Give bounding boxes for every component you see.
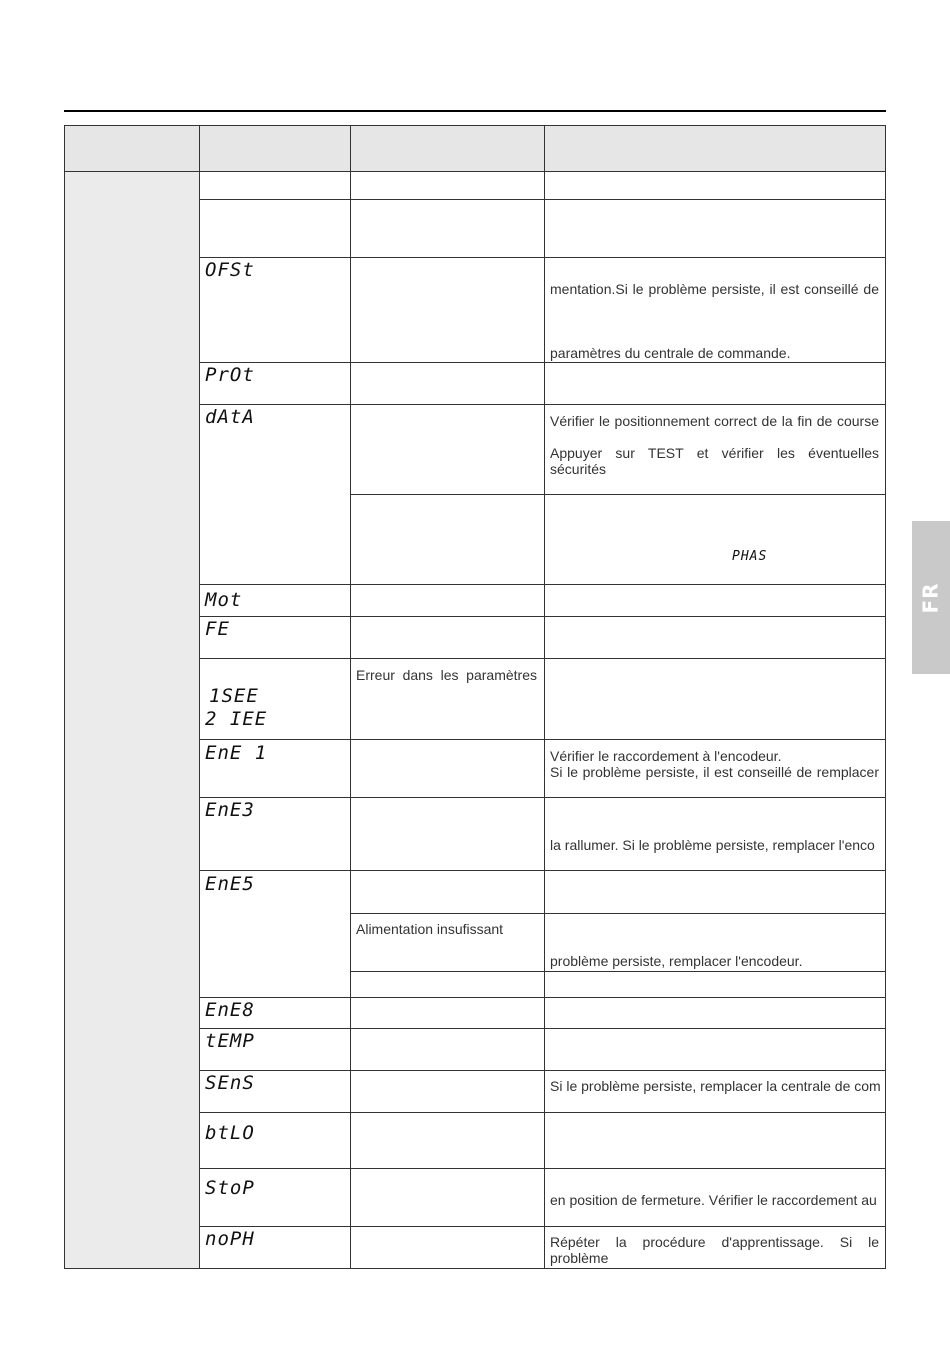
solution-cell xyxy=(544,1112,886,1169)
error-code-temp: tEMP xyxy=(205,1030,255,1052)
language-tab xyxy=(912,521,950,674)
cause-cell xyxy=(350,1112,545,1169)
solution-text-enc5: problème persiste, remplacer l'encodeur. xyxy=(550,953,803,969)
error-code-fe: FE xyxy=(205,618,230,640)
cause-cell xyxy=(350,1226,545,1269)
error-code-mot: Mot xyxy=(205,589,243,611)
code-cell-blank-2 xyxy=(199,199,351,258)
solution-cell xyxy=(544,1028,886,1071)
cause-cell xyxy=(350,1168,545,1227)
error-code-2iee: 2 IEE xyxy=(205,708,268,730)
cause-cell xyxy=(350,584,545,617)
cause-cell xyxy=(350,1070,545,1113)
cause-cell xyxy=(350,797,545,871)
solution-text-ofst-2: paramètres du centrale de commande. xyxy=(550,345,791,361)
solution-cell xyxy=(544,870,886,914)
cause-cell xyxy=(350,997,545,1029)
language-tab-label: FR xyxy=(919,581,943,614)
solution-cell xyxy=(544,171,886,200)
solution-text-enc3: la rallumer. Si le problème persiste, remplacer l'enco xyxy=(550,837,875,853)
solution-text-data-2: Appuyer sur TEST et vérifier les éventuelles sécurités xyxy=(550,445,879,477)
cause-cell xyxy=(350,494,545,585)
cause-cell xyxy=(350,1028,545,1071)
header-cell-3 xyxy=(350,125,545,172)
solution-text-ofst-1: mentation.Si le problème persiste, il est conseillé de xyxy=(550,281,879,297)
error-code-prot: PrOt xyxy=(205,364,255,386)
top-rule xyxy=(64,110,886,112)
solution-text-data-1: Vérifier le positionnement correct de la fin de course xyxy=(550,413,879,429)
cause-cell xyxy=(350,199,545,258)
header-cell-4 xyxy=(544,125,886,172)
cause-text-isee: Erreur dans les paramètres xyxy=(356,667,537,683)
cause-cell xyxy=(350,404,545,495)
solution-cell xyxy=(544,584,886,617)
cause-cell xyxy=(350,971,545,998)
code-cell-blank-1 xyxy=(199,171,351,200)
solution-cell xyxy=(544,971,886,998)
solution-cell xyxy=(544,362,886,405)
solution-cell xyxy=(544,616,886,659)
error-code-enc3: EnE3 xyxy=(205,799,255,821)
error-code-enc5: EnE5 xyxy=(205,873,255,895)
solution-text-stop: en position de fermeture. Vérifier le raccordement au xyxy=(550,1192,877,1208)
error-code-noph: noPH xyxy=(205,1228,255,1250)
solution-text-noph: Répéter la procédure d'apprentissage. Si le problème xyxy=(550,1234,879,1266)
error-code-btlo: btLO xyxy=(205,1122,255,1144)
error-code-sens: SEnS xyxy=(205,1072,255,1094)
error-code-stop: StoP xyxy=(205,1177,255,1199)
code-cell-data xyxy=(199,404,351,585)
cause-text-enc5: Alimentation insufissant xyxy=(356,921,504,937)
cause-cell xyxy=(350,616,545,659)
cause-cell xyxy=(350,870,545,914)
solution-cell xyxy=(544,997,886,1029)
solution-text-enc1-1: Vérifier le raccordement à l'encodeur. xyxy=(550,748,782,764)
solution-cell xyxy=(544,797,886,871)
category-column xyxy=(64,171,200,1269)
header-cell-1 xyxy=(64,125,200,172)
error-code-data: dAtA xyxy=(205,406,255,428)
error-code-ofst: OFSt xyxy=(205,259,255,281)
cause-cell xyxy=(350,171,545,200)
cause-cell xyxy=(350,739,545,798)
solution-text-enc1-2: Si le problème persiste, il est conseillé de remplacer xyxy=(550,764,879,780)
error-code-1see: 1SEE xyxy=(209,685,259,707)
error-code-phas: PHAS xyxy=(732,549,768,564)
cause-cell xyxy=(350,362,545,405)
error-code-enc8: EnE8 xyxy=(205,999,255,1021)
solution-cell xyxy=(544,494,886,585)
solution-cell xyxy=(544,199,886,258)
header-cell-2 xyxy=(199,125,351,172)
cause-cell xyxy=(350,257,545,363)
solution-cell xyxy=(544,658,886,740)
error-code-enc1: EnE 1 xyxy=(205,742,268,764)
solution-text-sens: Si le problème persiste, remplacer la centrale de com xyxy=(550,1078,881,1094)
